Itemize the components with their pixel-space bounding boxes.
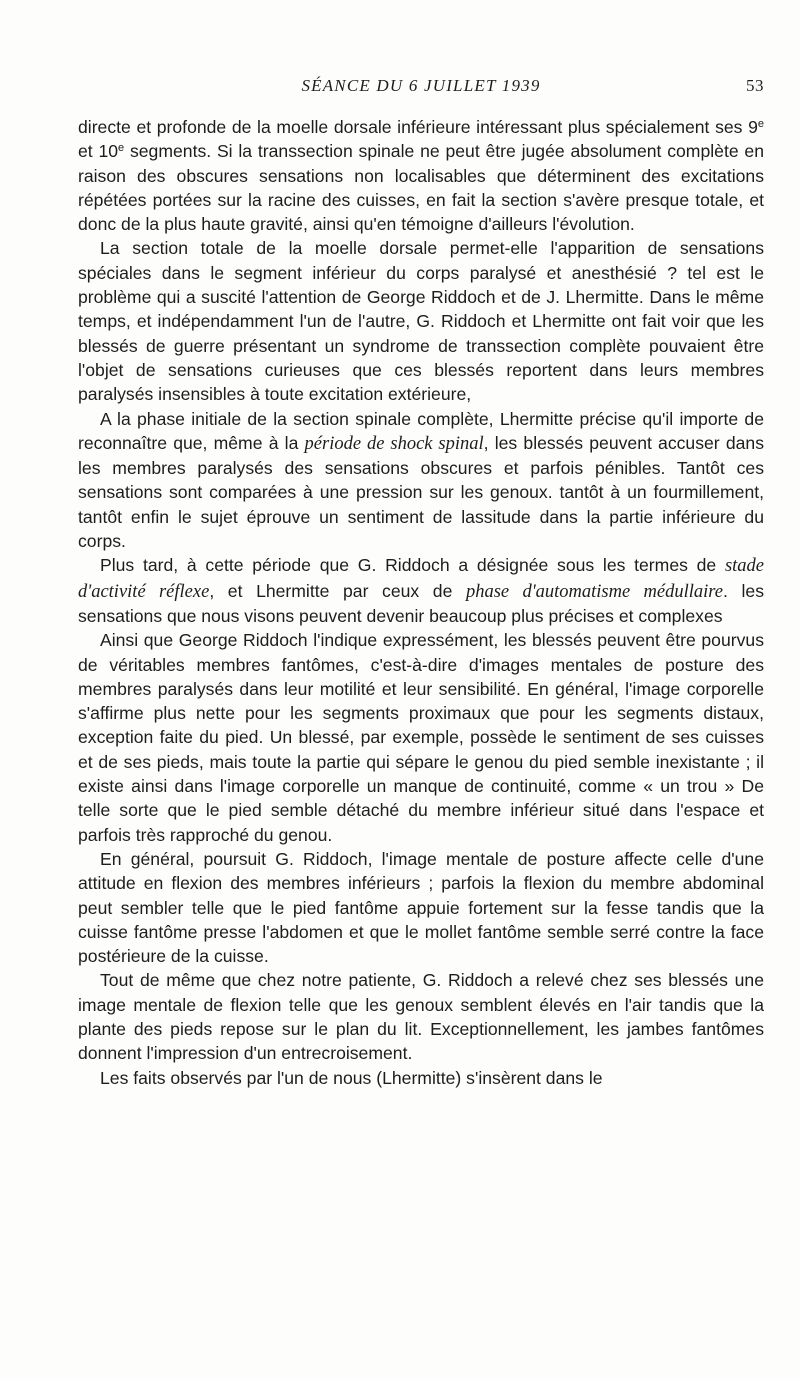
superscript: e: [118, 142, 125, 155]
running-header: [78, 76, 764, 100]
paragraph: [78, 1066, 764, 1090]
text-run: Tout de même que chez notre patiente, G. Riddoch a relevé chez ses blessés une image mentale de flexion telle que les genoux semblent élevés en l'air tandis que la plante des pieds repose sur le plan du lit. Exceptionnellement, les jambes fantômes donnent l'impression d'un entrecroisement.: [78, 970, 764, 1064]
body-text: [78, 115, 764, 1090]
paragraph: [78, 115, 764, 236]
text-run: La section totale de la moelle dorsale permet-elle l'apparition de sensations spéciales dans le segment inférieur du corps paralysé et anesthésié ? tel est le problème qui a suscité l'attention de George Riddoch et de J. Lhermitte. Dans le même temps, et indépendamment l'un de l'autre, G. Riddoch et Lhermitte ont fait voir que les blessés de guerre présentant un syndrome de transsection complète pouvaient être l'objet de sensations curieuses que ces blessés reportent dans leurs membres paralysés insensibles à toute excitation extérieure,: [78, 238, 764, 405]
text-run: Ainsi que George Riddoch l'indique expressément, les blessés peuvent être pourvus de véritables membres fantômes, c'est-à-dire d'images mentales de posture des membres paralysés dans leur motilité et leur sensibilité. En général, l'image corporelle s'affirme plus nette pour les segments proximaux que pour les segments distaux, exception faite du pied. Un blessé, par exemple, possède le sentiment de ses cuisses et de ses pieds, mais toute la partie qui sépare le genou du pied semble inexistante ; il existe ainsi dans l'image corporelle un manque de continuité, comme « un trou » De telle sorte que le pied semble détaché du membre inférieur situé dans l'espace et parfois très rapproché du genou.: [78, 630, 764, 845]
text-run: , les blessés peuvent accuser dans les membres paralysés des sensations obscures et parfois pénibles. Tantôt ces sensations sont comparées à une pression sur les genoux. tantôt à un fourmillement, tantôt enfin le sujet éprouve un sentiment de lassitude dans la partie inférieure du corps.: [78, 432, 764, 552]
text-run: et 10: [78, 141, 119, 162]
page-number: 53: [746, 76, 764, 95]
text-run: , et Lhermitte par ceux de: [209, 580, 466, 601]
superscript: e: [757, 118, 764, 130]
text-run: Plus tard, à cette période que G. Riddoch a désignée sous les termes de: [100, 555, 725, 576]
italic-term: période de shock spinal: [304, 433, 484, 454]
text-run: directe et profonde de la moelle dorsale inférieure intéressant plus spécialement ses 9: [78, 117, 758, 137]
paragraph: [78, 236, 764, 406]
paragraph: [78, 968, 764, 1065]
text-run: Les faits observés par l'un de nous (Lhermitte) s'insèrent dans le: [100, 1067, 603, 1088]
paragraph: [78, 553, 764, 628]
text-run: segments. Si la transsection spinale ne peut être jugée absolument complète en raison des obscures sensations non localisables que déterminent des excitations répétées portées sur la racine des cuisses, en fait la section s'avère presque totale, et donc de la plus haute gravité, ainsi qu'en témoigne d'ailleurs l'évolution.: [78, 141, 764, 235]
paragraph: [78, 628, 764, 847]
text-run: A la phase initiale de la section spinale complète, Lhermitte précise qu'il importe de reconnaître que, même à la: [78, 408, 764, 453]
paragraph: [78, 407, 764, 554]
paragraph: [78, 847, 764, 968]
italic-term: stade d'activité réflexe: [78, 556, 764, 602]
text-run: . les sensations que nous visons peuvent devenir beaucoup plus précises et complexes: [78, 580, 764, 626]
running-title: SÉANCE DU 6 JUILLET 1939: [301, 76, 541, 95]
italic-term: phase d'automatisme médullaire: [465, 581, 724, 602]
text-run: En général, poursuit G. Riddoch, l'image mentale de posture affecte celle d'une attitude en flexion des membres inférieurs ; parfois la flexion du membre abdominal peut sembler telle que le pied fantôme appuie fortement sur la fesse tandis que la cuisse fantôme presse l'abdomen et que le mollet fantôme semble serré contre la face postérieure de la cuisse.: [78, 848, 764, 967]
